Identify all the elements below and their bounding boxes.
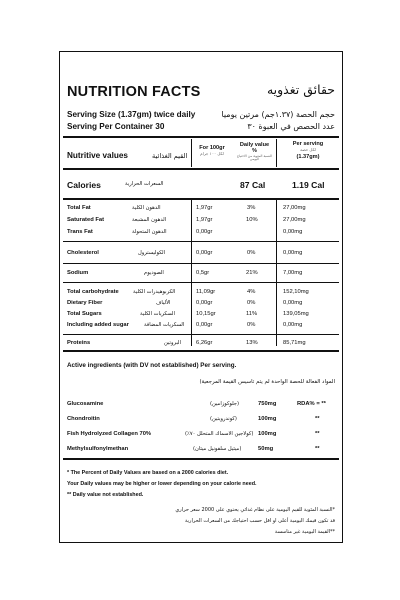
nutrient-name: Total Sugars: [67, 311, 102, 317]
ingredient-rda: **: [315, 431, 320, 437]
nutritive-values-heading: Nutritive values: [67, 151, 128, 160]
ingredient-rda: **: [315, 446, 320, 452]
per-100g-label-ar: لكل ١٠٠ جرام: [200, 151, 224, 157]
daily-value-label-ar: النسبة المئوية من الاحتياج اليومي: [236, 153, 273, 162]
divider: [63, 458, 339, 460]
nutrient-name: Sodium: [67, 270, 89, 276]
nutrient-name-ar: الدهون المشبعة: [132, 217, 167, 223]
calories-label-ar: السعرات الحرارية: [125, 181, 164, 187]
per-serving-label-ar: لكل حصة: [300, 147, 316, 153]
ingredient-rda: **: [315, 416, 320, 422]
ingredient-name: Chondroitin: [67, 416, 100, 422]
footnote: * The Percent of Daily Values are based on a 2000 calories diet.: [67, 470, 229, 476]
nutrient-per-serving: 27,00mg: [283, 217, 306, 223]
nutrient-per-serving: 0,00mg: [283, 322, 303, 328]
nutrient-daily-value: 10%: [246, 217, 258, 223]
nutrient-per-100g: 1,97gr: [196, 217, 213, 223]
nutrient-name: Dietary Fiber: [67, 300, 103, 306]
divider: [63, 168, 339, 170]
nutrient-per-100g: 0,00gr: [196, 300, 213, 306]
nutrient-daily-value: 4%: [247, 289, 256, 295]
label-title-ar: حقائق تغذويه: [266, 82, 335, 97]
daily-value-pct: %: [252, 148, 257, 155]
serving-per-container: Serving Per Container 30: [67, 122, 165, 131]
nutrient-name-ar: السكريات المضافة: [144, 322, 185, 328]
nutrient-per-100g: 11,09gr: [196, 289, 216, 295]
nutrient-per-100g: 0,00gr: [196, 322, 213, 328]
nutrient-per-serving: 27,00mg: [283, 205, 306, 211]
nutrient-per-serving: 0,00mg: [283, 250, 303, 256]
per-serving-size: (1.37gm): [296, 154, 320, 161]
serving-size-ar: حجم الحصة (١.٣٧جم) مرتين يوميا: [221, 110, 335, 119]
calories-per-serving: 1.19 Cal: [292, 180, 325, 190]
divider: [63, 136, 339, 138]
nutrient-daily-value: 13%: [246, 340, 258, 346]
footnote: ** Daily value not established.: [67, 492, 144, 498]
nutrient-per-serving: 7,00mg: [283, 270, 303, 276]
nutrient-daily-value: 0%: [247, 250, 256, 256]
daily-value-heading: [233, 142, 276, 162]
serving-size: Serving Size (1.37gm) twice daily: [67, 110, 196, 119]
divider: [63, 282, 339, 283]
nutrient-daily-value: 21%: [246, 270, 258, 276]
calories-per-100g: 87 Cal: [240, 180, 266, 190]
nutrient-name-ar: الكوليسترول: [138, 250, 166, 256]
column-divider: [276, 198, 277, 346]
daily-value-label: Daily value: [239, 142, 270, 148]
per-serving-heading: [276, 141, 340, 160]
nutrient-per-serving: 152,10mg: [283, 289, 309, 295]
nutrition-label: [59, 51, 343, 543]
nutrient-per-100g: 6,26gr: [196, 340, 213, 346]
nutrient-per-100g: 0,00gr: [196, 229, 213, 235]
serving-per-container-ar: عدد الحصص في العبوة ٣٠: [247, 122, 335, 131]
footnote-ar: **القيمة اليومية غير متاسسة: [274, 529, 335, 535]
active-ingredients-title-ar: المواد الفعالة للحصة الواحدة لم يتم تاسيس القيمة المرجعية): [199, 379, 335, 385]
nutrient-name-ar: الألياف: [156, 300, 171, 306]
nutrient-name: Including added sugar: [67, 322, 129, 328]
per-100g-heading: [191, 145, 233, 157]
column-divider: [191, 198, 192, 346]
nutritive-values-heading-ar: القيم الغذائية: [152, 152, 188, 160]
divider: [63, 350, 339, 352]
nutrient-name: Trans Fat: [67, 229, 93, 235]
ingredient-name-ar: (كولاجين الاسماك المتحلل ٧٠٪): [185, 431, 254, 437]
ingredient-name: Fish Hydrolyzed Collagen 70%: [67, 431, 152, 437]
per-serving-label: Per serving: [292, 141, 324, 147]
nutrient-daily-value: 11%: [246, 311, 258, 317]
nutrient-per-100g: 10,15gr: [196, 311, 216, 317]
per-100g-label: For 100gr: [199, 145, 225, 151]
footnote: Your Daily values may be higher or lower depending on your calorie need.: [67, 481, 257, 487]
nutrient-per-serving: 85,71mg: [283, 340, 306, 346]
calories-label: Calories: [67, 180, 101, 190]
nutrient-per-serving: 139,05mg: [283, 311, 309, 317]
nutrient-name-ar: الكربوهيدرات الكلية: [133, 289, 176, 295]
footnote-ar: *النسبة المئوية للقيم اليومية على نظام غذائي يحتوي على 2000 سعر حراري: [175, 507, 335, 513]
nutrient-per-serving: 0,00mg: [283, 229, 303, 235]
nutrient-name-ar: الدهون الكلية: [132, 205, 161, 211]
nutrient-per-100g: 1,97gr: [196, 205, 213, 211]
nutrient-name-ar: الدهون المتحولة: [132, 229, 167, 235]
ingredient-amount: 100mg: [258, 431, 277, 437]
nutrient-per-100g: 0,00gr: [196, 250, 213, 256]
ingredient-name-ar: (كوندرويتين): [210, 416, 237, 422]
divider: [63, 198, 339, 200]
ingredient-amount: 50mg: [258, 446, 274, 452]
ingredient-name-ar: (جلوكوزامين): [210, 401, 240, 407]
nutrient-name-ar: السكريات الكلية: [140, 311, 175, 317]
nutrient-daily-value: 0%: [247, 300, 256, 306]
nutrient-name: Total Fat: [67, 205, 91, 211]
divider: [63, 241, 339, 242]
ingredient-amount: 750mg: [258, 401, 277, 407]
ingredient-amount: 100mg: [258, 416, 277, 422]
divider: [63, 263, 339, 264]
divider: [63, 334, 339, 335]
ingredient-name: Methylsulfonylmethan: [67, 446, 129, 452]
ingredient-name-ar: (ميثيل سلفونيل ميثان): [193, 446, 242, 452]
nutrient-name-ar: البروتين: [164, 340, 181, 346]
nutrient-name-ar: الصوديوم: [144, 270, 164, 276]
active-ingredients-title: Active ingredients (with DV not established) Per serving.: [67, 362, 237, 369]
nutrient-name: Cholesterol: [67, 250, 99, 256]
nutrient-per-100g: 0,5gr: [196, 270, 210, 276]
nutrient-name: Proteins: [67, 340, 91, 346]
ingredient-name: Glucosamine: [67, 401, 104, 407]
nutrient-daily-value: 0%: [247, 322, 256, 328]
nutrient-daily-value: 3%: [247, 205, 256, 211]
nutrient-name: Saturated Fat: [67, 217, 105, 223]
nutrient-name: Total carbohydrate: [67, 289, 119, 295]
ingredient-rda: RDA% = **: [297, 401, 326, 407]
nutrient-per-serving: 0,00mg: [283, 300, 303, 306]
footnote-ar: قد تكون قيمك اليومية أعلى او اقل حسب احتياجك من السعرات الحرارية: [184, 518, 335, 524]
label-title: NUTRITION FACTS: [67, 84, 201, 100]
